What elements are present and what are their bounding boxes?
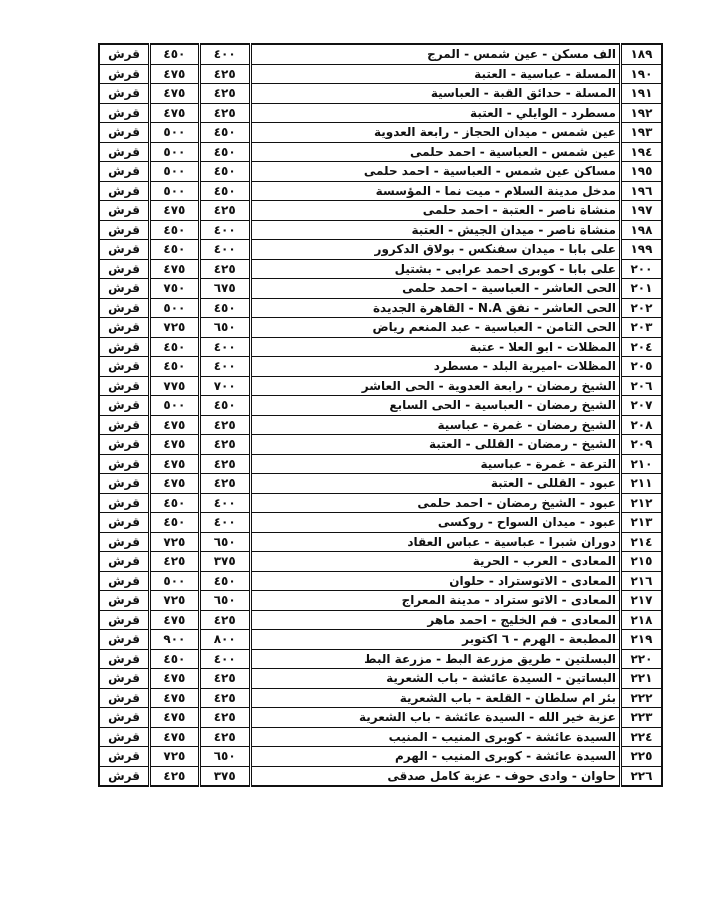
fare-old: ٤٥٠ [199,298,250,318]
fare-new: ٤٧٥ [150,688,199,708]
currency-unit: قرش [99,747,150,767]
table-row [99,454,662,474]
fare-new: ٧٥٠ [150,279,199,299]
fare-new: ٤٥٠ [150,513,199,533]
fare-old: ٦٧٥ [199,279,250,299]
row-number: ٢١٥ [620,552,662,572]
fare-old: ٤٢٥ [199,259,250,279]
fare-new: ٧٢٥ [150,747,199,767]
fare-old: ٤٠٠ [199,337,250,357]
row-number: ٢٠١ [620,279,662,299]
currency-unit: قرش [99,84,150,104]
fare-old: ٤٠٠ [199,493,250,513]
fare-old: ٤٢٥ [199,669,250,689]
currency-unit: قرش [99,708,150,728]
currency-unit: قرش [99,474,150,494]
fare-new: ٥٠٠ [150,298,199,318]
route-name: البسلتين - طريق مزرعة البط - مزرعة البط [250,649,620,669]
currency-unit: قرش [99,357,150,377]
route-name: دوران شبرا - عباسية - عباس العقاد [250,532,620,552]
route-name: المعادى - الاتو ستراد - مدينة المعراج [250,591,620,611]
currency-unit: قرش [99,493,150,513]
table-row [99,44,662,64]
fare-new: ٤٧٥ [150,454,199,474]
fare-new: ٩٠٠ [150,630,199,650]
row-number: ٢١٨ [620,610,662,630]
row-number: ٢١٤ [620,532,662,552]
route-name: منشاة ناصر - العتبة - احمد حلمى [250,201,620,221]
table-row [99,64,662,84]
route-name: الشيخ رمضان - العباسية - الحى السابع [250,396,620,416]
route-name: منشاة ناصر - ميدان الجيش - العتبة [250,220,620,240]
route-name: على بابا - كوبرى احمد عرابى - بشتيل [250,259,620,279]
fare-old: ٦٥٠ [199,318,250,338]
currency-unit: قرش [99,201,150,221]
fare-old: ٤٢٥ [199,610,250,630]
currency-unit: قرش [99,279,150,299]
table-row [99,201,662,221]
table-row [99,376,662,396]
table-row [99,669,662,689]
currency-unit: قرش [99,610,150,630]
fare-new: ٥٠٠ [150,396,199,416]
route-name: مدخل مدينة السلام - ميت نما - المؤسسة [250,181,620,201]
table-row [99,727,662,747]
row-number: ١٩١ [620,84,662,104]
fare-old: ٤٢٥ [199,201,250,221]
fare-new: ٤٧٥ [150,259,199,279]
route-name: الشيخ رمضان - غمرة - عباسية [250,415,620,435]
table-row [99,630,662,650]
currency-unit: قرش [99,669,150,689]
row-number: ٢١٢ [620,493,662,513]
currency-unit: قرش [99,552,150,572]
route-name: السيدة عائشة - كوبرى المنيب - المنيب [250,727,620,747]
route-name: بئر ام سلطان - القلعة - باب الشعرية [250,688,620,708]
fare-new: ٤٢٥ [150,552,199,572]
currency-unit: قرش [99,766,150,786]
fare-old: ٤٠٠ [199,220,250,240]
row-number: ٢٢٢ [620,688,662,708]
currency-unit: قرش [99,415,150,435]
row-number: ٢١١ [620,474,662,494]
fare-new: ٤٧٥ [150,727,199,747]
route-name: عبود - القللى - العتبة [250,474,620,494]
route-name: عين شمس - ميدان الحجاز - رابعة العدوية [250,123,620,143]
table-row [99,181,662,201]
fare-old: ٧٠٠ [199,376,250,396]
row-number: ٢٠٤ [620,337,662,357]
fare-old: ٤٥٠ [199,181,250,201]
fare-old: ٤٥٠ [199,162,250,182]
table-row [99,220,662,240]
fare-new: ٧٢٥ [150,532,199,552]
route-name: عبود - الشيخ رمضان - احمد حلمى [250,493,620,513]
fare-new: ٧٢٥ [150,591,199,611]
table-row [99,396,662,416]
row-number: ٢١٧ [620,591,662,611]
fare-old: ٤٠٠ [199,240,250,260]
fare-new: ٥٠٠ [150,123,199,143]
fare-new: ٤٧٥ [150,201,199,221]
table-row [99,318,662,338]
row-number: ١٩٤ [620,142,662,162]
fare-new: ٥٠٠ [150,142,199,162]
row-number: ٢٢٥ [620,747,662,767]
fare-new: ٤٧٥ [150,415,199,435]
table-row [99,747,662,767]
route-name: حاوان - وادى حوف - عزبة كامل صدقى [250,766,620,786]
currency-unit: قرش [99,220,150,240]
route-name: المظلات -اميرية البلد - مسطرد [250,357,620,377]
fare-old: ٨٠٠ [199,630,250,650]
fare-new: ٥٠٠ [150,181,199,201]
route-name: على بابا - ميدان سفنكس - بولاق الدكرور [250,240,620,260]
row-number: ٢٠٩ [620,435,662,455]
fare-old: ٤٥٠ [199,123,250,143]
fare-new: ٤٥٠ [150,649,199,669]
fare-old: ٤٢٥ [199,84,250,104]
route-name: المعادى - الاتوستراد - حلوان [250,571,620,591]
row-number: ٢٠٨ [620,415,662,435]
fare-new: ٧٧٥ [150,376,199,396]
fare-new: ٤٧٥ [150,84,199,104]
route-name: الحى التامن - العباسية - عبد المنعم رياض [250,318,620,338]
route-name: الحى العاشر - العباسية - احمد حلمى [250,279,620,299]
row-number: ١٩٢ [620,103,662,123]
row-number: ١٩٦ [620,181,662,201]
row-number: ٢٢٣ [620,708,662,728]
currency-unit: قرش [99,513,150,533]
row-number: ٢١٦ [620,571,662,591]
route-name: المظلات - ابو العلا - عتبة [250,337,620,357]
fare-new: ٤٧٥ [150,610,199,630]
fare-old: ٦٥٠ [199,747,250,767]
fare-new: ٤٧٥ [150,435,199,455]
currency-unit: قرش [99,181,150,201]
table-row [99,474,662,494]
currency-unit: قرش [99,298,150,318]
fare-new: ٤٧٥ [150,103,199,123]
currency-unit: قرش [99,259,150,279]
row-number: ٢٠٧ [620,396,662,416]
fare-old: ٦٥٠ [199,532,250,552]
currency-unit: قرش [99,649,150,669]
fare-new: ٤٧٥ [150,708,199,728]
route-name: المسلة - عباسية - العتبة [250,64,620,84]
table-row [99,123,662,143]
currency-unit: قرش [99,64,150,84]
currency-unit: قرش [99,240,150,260]
fare-old: ٤٢٥ [199,64,250,84]
currency-unit: قرش [99,44,150,64]
route-name: عين شمس - العباسية - احمد حلمى [250,142,620,162]
currency-unit: قرش [99,454,150,474]
currency-unit: قرش [99,688,150,708]
route-name: الحى العاشر - نفق N.A - القاهرة الجديدة [250,298,620,318]
fare-new: ٧٢٥ [150,318,199,338]
table-row [99,688,662,708]
table-row [99,649,662,669]
fare-table [98,43,663,787]
fare-old: ٤٢٥ [199,708,250,728]
currency-unit: قرش [99,162,150,182]
row-number: ١٩٩ [620,240,662,260]
currency-unit: قرش [99,532,150,552]
fare-new: ٤٥٠ [150,357,199,377]
row-number: ١٩٧ [620,201,662,221]
table-row [99,513,662,533]
fare-new: ٤٢٥ [150,766,199,786]
row-number: ٢١٩ [620,630,662,650]
fare-new: ٤٥٠ [150,44,199,64]
currency-unit: قرش [99,337,150,357]
row-number: ١٩٥ [620,162,662,182]
fare-old: ٦٥٠ [199,591,250,611]
fare-new: ٥٠٠ [150,571,199,591]
currency-unit: قرش [99,630,150,650]
route-name: عبود - ميدان السواح - روكسى [250,513,620,533]
fare-old: ٤٠٠ [199,44,250,64]
fare-old: ٤٢٥ [199,103,250,123]
table-row [99,337,662,357]
currency-unit: قرش [99,318,150,338]
fare-old: ٤٥٠ [199,142,250,162]
row-number: ١٩٣ [620,123,662,143]
fare-old: ٤٠٠ [199,513,250,533]
route-name: المطبعة - الهرم - ٦ اكتوبر [250,630,620,650]
fare-old: ٤٠٠ [199,649,250,669]
table-row [99,415,662,435]
row-number: ٢١٣ [620,513,662,533]
table-row [99,571,662,591]
route-name: السيدة عائشة - كوبرى المنيب - الهرم [250,747,620,767]
route-name: مساكن عين شمس - العباسية - احمد حلمى [250,162,620,182]
fare-old: ٤٢٥ [199,474,250,494]
row-number: ٢٠٠ [620,259,662,279]
table-row [99,708,662,728]
fare-new: ٤٥٠ [150,337,199,357]
fare-old: ٤٢٥ [199,688,250,708]
currency-unit: قرش [99,396,150,416]
row-number: ٢٢٤ [620,727,662,747]
currency-unit: قرش [99,142,150,162]
row-number: ٢١٠ [620,454,662,474]
row-number: ٢٠٢ [620,298,662,318]
row-number: ٢٠٥ [620,357,662,377]
table-row [99,435,662,455]
fare-old: ٤٠٠ [199,357,250,377]
currency-unit: قرش [99,591,150,611]
row-number: ١٨٩ [620,44,662,64]
table-row [99,259,662,279]
fare-old: ٤٢٥ [199,415,250,435]
route-name: الشيخ رمضان - رابعة العدوية - الحى العاشر [250,376,620,396]
currency-unit: قرش [99,727,150,747]
currency-unit: قرش [99,571,150,591]
table-row [99,552,662,572]
row-number: ٢٢٦ [620,766,662,786]
table-row [99,610,662,630]
fare-new: ٤٧٥ [150,669,199,689]
fare-old: ٣٧٥ [199,552,250,572]
fare-new: ٤٥٠ [150,493,199,513]
table-row [99,103,662,123]
currency-unit: قرش [99,376,150,396]
currency-unit: قرش [99,435,150,455]
table-row [99,142,662,162]
table-row [99,493,662,513]
fare-old: ٤٢٥ [199,727,250,747]
route-name: البساتين - السيدة عائشة - باب الشعرية [250,669,620,689]
table-row [99,240,662,260]
route-name: المسلة - حدائق القبة - العباسية [250,84,620,104]
fare-new: ٤٥٠ [150,220,199,240]
route-name: الف مسكن - عين شمس - المرج [250,44,620,64]
fare-old: ٤٢٥ [199,454,250,474]
fare-new: ٤٥٠ [150,240,199,260]
fare-old: ٤٢٥ [199,435,250,455]
table-row [99,766,662,786]
route-name: مسطرد - الوايلي - العتبة [250,103,620,123]
table-row [99,279,662,299]
route-name: المعادى - العرب - الحرية [250,552,620,572]
row-number: ١٩٨ [620,220,662,240]
fare-new: ٥٠٠ [150,162,199,182]
fare-old: ٤٥٠ [199,396,250,416]
table-row [99,84,662,104]
fare-new: ٤٧٥ [150,474,199,494]
row-number: ٢٠٣ [620,318,662,338]
fare-table-body [99,44,662,786]
route-name: الشيخ - رمضان - القللى - العتبة [250,435,620,455]
row-number: ٢٠٦ [620,376,662,396]
table-row [99,532,662,552]
table-row [99,357,662,377]
table-row [99,298,662,318]
row-number: ١٩٠ [620,64,662,84]
currency-unit: قرش [99,123,150,143]
fare-new: ٤٧٥ [150,64,199,84]
route-name: عزبة خير الله - السيدة عائشة - باب الشعرية [250,708,620,728]
currency-unit: قرش [99,103,150,123]
table-row [99,162,662,182]
table-row [99,591,662,611]
fare-old: ٤٥٠ [199,571,250,591]
row-number: ٢٢١ [620,669,662,689]
fare-old: ٣٧٥ [199,766,250,786]
route-name: الترعة - غمرة - عباسية [250,454,620,474]
route-name: المعادى - فم الخليج - احمد ماهر [250,610,620,630]
row-number: ٢٢٠ [620,649,662,669]
